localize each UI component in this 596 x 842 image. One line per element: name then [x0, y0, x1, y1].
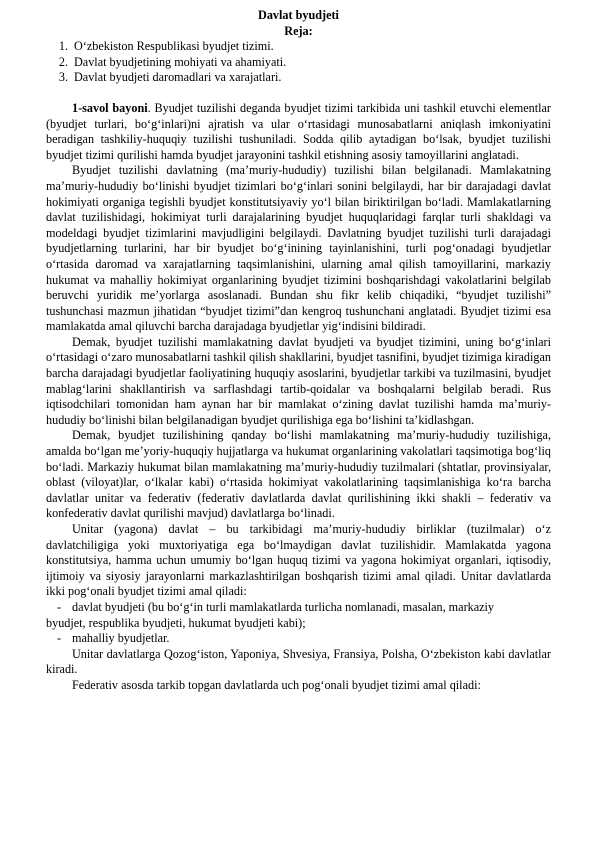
paragraph-2: Byudjet tuzilishi davlatning (ma’muriy-hududiy) tuzilishi bilan belgilanadi. Mamlakatning ma’muriy-hududiy bo‘linishi byudjet tizimlari bo‘g‘inlari sonini belgilaydi, har bir darajadagi davlat hokimiyati organiga tegishli byudjet konstitutsiyaviy yo‘l bilan biriktirilgan bo‘ladi. Mamlakatlarning davlat tuzilishidagi, hokimiyat turli darajalarining byudjet huquqlaridagi farqlar turli shakldagi va modeldagi byudjet tizimlarini mavjudligini belgilaydi. Davlatning byudjet tuzilishi turli darajadagi byudjetlarning turlarini, har bir byudjet bo‘g‘inining tayinlanishini, turli pog‘onadagi byudjetlar o‘rtasida daromad va xarajatlarning taqsimlanishini, ularning amal qilish tamoyillarini, markaziy hukumat va mahalliy hokimiyat organlarining byudjet tizimini boshqarishdagi vakolatlarini belgilab beruvchi yuridik me’yorlarga asoslanadi. Bundan shu fikr kelib chiqadiki, “byudjet tuzilishi” tushunchasi mazmun jihatidan “byudjet tizimi”dan kengroq tushunchani anglatadi. Byudjet tizimi esa mamlakatda amal qiluvchi barcha darajadaga byudjetlar yig‘indisini bildiradi.: [46, 163, 551, 334]
list-number: 3.: [58, 70, 68, 85]
list-item: [46, 70, 551, 86]
dash-item: [46, 631, 551, 647]
paragraph-1: [46, 101, 551, 163]
dash-text: davlat byudjeti (bu bo‘g‘in turli mamlakatlarda turlicha nomlanadi, masalan, markaziy: [72, 599, 495, 614]
paragraph-5: Unitar (yagona) davlat – bu tarkibidagi ma’muriy-hududiy birliklar (tuzilmalar) o‘z davlatchiligiga yoki muxtoriyatiga ega bo‘lmaydigan davlat tuzilishidir. Mamlakatda yagona konstitutsiya, hamma uchun umumiy bo‘lgan huquq tizimi va yagona hokimiyat organlari, iqtisodiy, ijtimoiy va siyosiy jarayonlarni markazlashtirilgan boshqarish tizimi amal qiladi. Unitar davlatlarda ikki pog‘onali byudjet tizimi amal qiladi:: [46, 522, 551, 599]
dash-item-continuation: byudjet, respublika byudjeti, hukumat byudjeti kabi);: [46, 615, 306, 630]
list-item: [46, 55, 551, 71]
document-title: Davlat byudjeti: [258, 8, 339, 22]
paragraph-3: Demak, byudjet tuzilishi mamlakatning davlat byudjeti va byudjet tizimini, uning bo‘g‘inlari o‘rtasidagi o‘zaro munosabatlarni tashkil qilish shakllarini, byudjet tasnifini, byudjet tizimiga kiradigan barcha darajadagi byudjetlar faoliyatining huquqiy asoslarini, byudjetlar tarkibi va tuzilmasini, byudjet mablag‘larini shakllantirish va sarflashdagi tartib-qoidalar va boshqalarni belgilab beradi. Rus iqtisodchilari tomonidan ham aynan har bir mamlakat o‘zining davlat tuzilishi hamda ma’muriy-hududiy bo‘linishi bilan belgilanadigan byudjet qurilishiga ega bo‘lishini ta’kidlashgan.: [46, 334, 551, 427]
dash-mark: -: [56, 599, 62, 614]
list-number: 2.: [58, 54, 68, 69]
dash-text: mahalliy byudjetlar.: [72, 631, 170, 646]
list-text: Davlat byudjetining mohiyati va ahamiyati.: [74, 54, 287, 69]
paragraph-7: Federativ asosda tarkib topgan davlatlarda uch pog‘onali byudjet tizimi amal qiladi:: [72, 677, 481, 692]
spacer: [46, 86, 551, 101]
paragraph-6: Unitar davlatlarga Qozog‘iston, Yaponiya, Shvesiya, Fransiya, Polsha, O‘zbekiston kabi davlatlar kiradi.: [46, 646, 551, 677]
dash-mark: -: [56, 631, 62, 646]
question-lead: 1-savol bayoni: [72, 100, 148, 115]
list-item: [46, 39, 551, 55]
dash-item: [46, 600, 551, 616]
list-number: 1.: [58, 39, 68, 54]
paragraph-text: . Byudjet tuzilishi deganda byudjet tizimi tarkibida uni tashkil etuvchi elementlar (byudjet turlari, bo‘g‘inlari)ni ajratish va ular o‘rtasidagi munosabatlarni aniqlash imkoniyatini beradigan tashkiliy-huquqiy tuzilishi tushuniladi. Sodda qilib aytadigan bo‘lsak, byudjet tuzilishi byudjet tizimi qurilishi hamda byudjet jarayonini tashkil etishning asosiy tamoyillarini anglatadi.: [46, 100, 551, 162]
list-text: Davlat byudjeti daromadlari va xarajatlari.: [74, 70, 282, 85]
plan-heading: Reja:: [284, 23, 313, 38]
paragraph-4: Demak, byudjet tuzilishining qanday bo‘lishi mamlakatning ma’muriy-hududiy tuzilishiga, amalda bo‘lgan me’yoriy-huquqiy hujjatlarga va hukumat organlarining vakolatlari taqsimotiga bog‘liq bo‘ladi. Markaziy hukumat bilan mamlakatning ma’muriy-hududiy tuzilmalari (shtatlar, provinsiyalar, oblast (viloyat)lar, o‘lkalar kabi) o‘rtasida hokimiyat vakolatlarining taqsimlanishiga ko‘ra barcha davlatlar unitar va federativ (federativ davlatlarda davlat qurilishining ikki shakli – federativ va konfederativ davlat qurilishi mavjud) davlatlarga bo‘linadi.: [46, 428, 551, 521]
list-text: O‘zbekiston Respublikasi byudjet tizimi.: [74, 39, 274, 54]
document-page: [46, 8, 551, 694]
plan-list: [46, 39, 551, 86]
